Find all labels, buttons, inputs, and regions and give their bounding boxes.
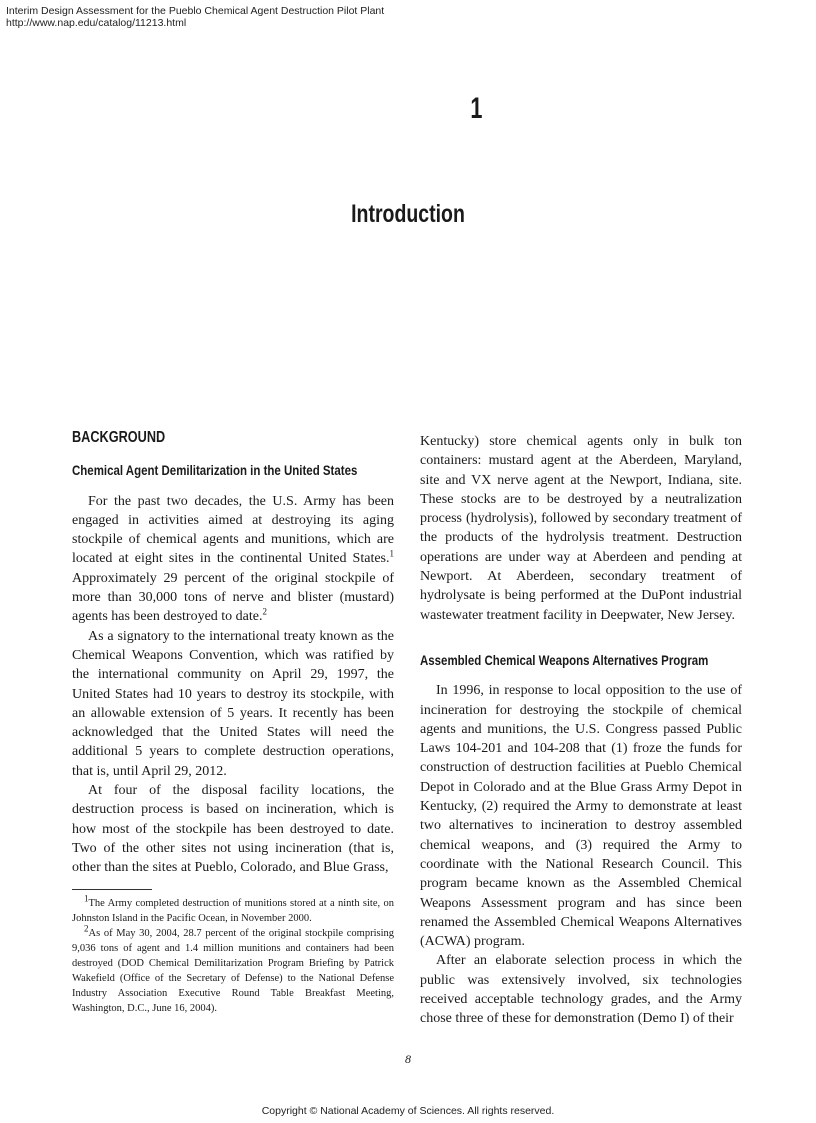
- footnote-rule: [72, 889, 152, 890]
- running-header: [6, 5, 384, 29]
- footnote-mark: 1: [84, 893, 89, 904]
- footnote-text: As of May 30, 2004, 28.7 percent of the original stockpile comprising 9,036 tons of agent and 1.4 million munitions and containers had been destroyed (DOD Chemical Demilitarization Program Briefing by Patrick Wakefield (Office of the Secretary of Defense) to the National Defense Industry Association Executive Round Table Breakfast Meeting, Washington, D.C., June 16, 2004).: [72, 928, 394, 1014]
- paragraph: As a signatory to the international treaty known as the Chemical Weapons Convention, which was ratified by the international community on April 29, 1997, the United States had 10 years to destroy its stockpile, with an allowable extension of 5 years. It recently has been acknowledged that the United States will need the additional 5 years to complete destruction operations, that is, until April 29, 2012.: [72, 628, 394, 779]
- subsection-heading: Chemical Agent Demilitarization in the United States: [72, 462, 358, 479]
- paragraph: Kentucky) store chemical agents only in bulk ton containers: mustard agent at the Aberdeen, Maryland, site and VX nerve agent at the Newport, Indiana, site. These stocks are to be destroyed by a neutralization process (hydrolysis), followed by secondary treatment of the products of the hydrolysis treatment. Destruction operations are under way at Aberdeen and pending at Newport. At Aberdeen, secondary treatment of hydrolysate is being performed at the DuPont industrial wastewater treatment facility in Deepwater, New Jersey.: [420, 434, 742, 623]
- chapter-number: 1: [470, 92, 483, 125]
- paragraph-text: Approximately 29 percent of the original stockpile of more than 30,000 tons of nerve and blister (mustard) agents has been destroyed to date.: [72, 570, 394, 625]
- footnote-ref: 1: [389, 548, 394, 559]
- header-title: Interim Design Assessment for the Pueblo Chemical Agent Destruction Pilot Plant: [6, 5, 385, 17]
- section-heading: BACKGROUND: [72, 429, 166, 446]
- page-number: [0, 1052, 816, 1067]
- page-number-text: 8: [405, 1052, 411, 1066]
- paragraph-text: For the past two decades, the U.S. Army has been engaged in activities aimed at destroying its aging stockpile of chemical agents and munitions, which are located at eight sites in the continental United States.: [72, 493, 394, 567]
- footnote-text: The Army completed destruction of munitions stored at a ninth site, on Johnston Island in the Pacific Ocean, in November 2000.: [72, 898, 394, 924]
- right-column: [420, 432, 742, 1029]
- paragraph: In 1996, in response to local opposition to the use of incineration for destroying the stockpile of chemical agents and munitions, the U.S. Congress passed Public Laws 104-201 and 104-208 that (1) froze the funds for construction of destruction facilities at Pueblo Chemical Depot in Colorado and at the Blue Grass Army Depot in Kentucky, (2) required the Army to demonstrate at least two alternatives to incineration to destroy assembled chemical weapons, and (3) required the Army to coordinate with the National Research Council. This program became known as the Assembled Chemical Weapons Assessment program and has since been renamed the Assembled Chemical Weapons Alternatives (ACWA) program.: [420, 683, 742, 950]
- footnote-1: [72, 893, 394, 926]
- left-column: [72, 428, 394, 878]
- paragraph: [72, 492, 394, 627]
- subsection-heading: Assembled Chemical Weapons Alternatives Program: [420, 651, 709, 668]
- paragraph: After an elaborate selection process in which the public was extensively involved, six technologies received acceptable technology grades, and the Army chose three of these for demonstration (Demo I) of their: [420, 953, 742, 1027]
- footnote-2: [72, 923, 394, 1016]
- header-url[interactable]: http://www.nap.edu/catalog/11213.html: [6, 17, 187, 29]
- copyright-notice: Copyright © National Academy of Sciences. All rights reserved.: [261, 1105, 555, 1117]
- footnotes: [72, 893, 394, 1016]
- footnote-ref: 2: [262, 606, 267, 617]
- paragraph: At four of the disposal facility locations, the destruction process is based on incineration, which is how most of the stockpile has been destroyed to date. Two of the other sites not using incineration (that is, other than the sites at Pueblo, Colorado, and Blue Grass,: [72, 783, 394, 876]
- chapter-title: Introduction: [351, 200, 465, 228]
- footnote-mark: 2: [84, 923, 89, 934]
